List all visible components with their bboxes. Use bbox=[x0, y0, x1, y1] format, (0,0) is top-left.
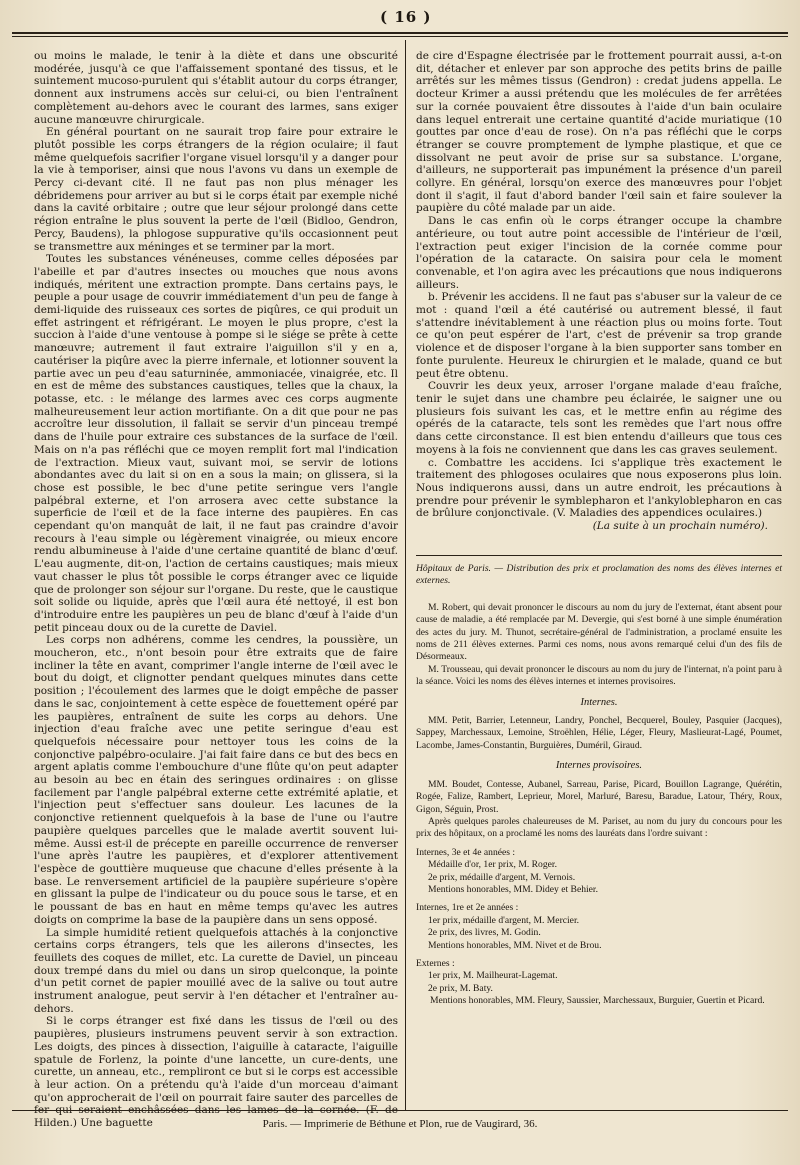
section-rule bbox=[416, 555, 782, 556]
hospitals-heading: Hôpitaux de Paris. — Distribution des prix et proclamation des noms des élèves internes et externes. bbox=[416, 563, 782, 587]
hospitals-paragraph: Après quelques paroles chaleureuses de M. Pariset, au nom du jury du concours pour les prix des hôpitaux, on a proclamé les noms des lauréats dans l'ordre suivant : bbox=[416, 815, 782, 840]
left-paragraph: Toutes les substances vénéneuses, comme celles déposées par l'abeille et par d'autres insectes ou mouches que nous avons indiqués, méritent une extraction prompte. Dans certains pays, le peuple a pour usage de couvrir immédiatement d'un peu de fange à demi-liquide des ruisseaux ces sortes de piqûres, ce qui produit un effet astringent et réfrigérant. Le moyen le plus propre, c'est la succion à l'aide d'une ventouse à pompe si le siége se prête à cette manœuvre; autrement il faut extraire l'aiguillon s'il y en a, cautériser la piqûre avec la pierre infernale, et lotionner souvent la partie avec un peu d'eau saturninée, ammoniacée, vinaigrée, etc. Il en est de même des substances caustiques, telles que la chaux, la potasse, etc. : le mélange des larmes avec ces corps augmente malheureusement leur action mortifiante. On a dit que pour ne pas accroître leur dissolution, il fallait se servir d'un pinceau trempé dans de l'huile pour extraire ces substances de la surface de l'œil. Mais on n'a pas réfléchi que ce moyen remplit fort mal l'indication de l'extraction. Mieux vaut, suivant moi, se servir de lotions abondantes avec du lait si on en a sous la main; on glissera, si la chose est possible, le bec d'une petite seringue vers l'angle palpébral externe, et l'on arrosera avec cette substance la superficie de l'œil et de la face interne des paupières. En cas cependant qu'on manquât de lait, il ne faut pas craindre d'avoir recours à l'eau simple ou légèrement vinaigrée, ou mieux encore rendu albumineuse à l'aide d'une certaine quantité de blanc d'œuf. L'eau augmente, dit-on, l'action de certains caustiques; mais mieux vaut chasser le plus tôt possible le corps étranger avec ce liquide que de prolonger son séjour sur l'organe. Du reste, que le caustique soit solide ou liquide, après que l'œil aura été nettoyé, il est bon d'introduire entre les paupières un peu de blanc d'œuf à l'aide d'un petit pinceau doux ou de la curette de Daviel. bbox=[34, 253, 398, 634]
prize-group-title: Internes, 3e et 4e années : bbox=[416, 846, 516, 858]
header-rule bbox=[12, 32, 788, 34]
prize-line: 2e prix, des livres, M. Godin. bbox=[428, 927, 541, 939]
footer-rule bbox=[12, 1110, 788, 1111]
hospitals-section bbox=[416, 563, 782, 1008]
right-column bbox=[416, 50, 782, 533]
continuation-note: (La suite à un prochain numéro). bbox=[592, 520, 768, 533]
prize-line: 1er prix, M. Mailheurat-Lagemat. bbox=[428, 970, 558, 982]
left-paragraph: ou moins le malade, le tenir à la diète et dans une obscurité modérée, jusqu'à ce que l'affaissement spontané des tissus, et le suintement mucoso-purulent qui s'établit autour du corps étranger, donnent aux instrumens accès sur celui-ci, ou bien l'entraînent complètement au-dehors avec le courant des larmes, sans exiger aucune manœuvre chirurgicale. bbox=[34, 50, 398, 126]
internes-title: Internes. bbox=[580, 696, 618, 708]
right-paragraph: b. Prévenir les accidens. Il ne faut pas s'abuser sur la valeur de ce mot : quand l'œil a été cautérisé ou autrement blessé, il faut s'attendre inévitablement à une réaction plus ou moins forte. Tout ce qu'on peut espérer de l'art, c'est de prévenir sa trop grande violence et de disposer l'organe à la bien supporter sans tomber en fonte purulente. Heureux le chirurgien et le malade, quand ce but peut être obtenu. bbox=[416, 291, 782, 380]
prize-line: 1er prix, médaille d'argent, M. Mercier. bbox=[428, 914, 580, 926]
left-paragraph: Les corps non adhérens, comme les cendres, la poussière, un moucheron, etc., n'ont besoin pour être extraits que de faire incliner la tête en avant, comprimer l'angle interne de l'œil avec le bout du doigt, et clignotter pendant quelques minutes dans cette position ; l'écoulement des larmes que le doigt empêche de passer dans le sac, conjointement à cette espèce de fouettement opéré par les paupières, entraînent de suite les corps au dehors. Une injection d'eau fraîche avec une petite seringue d'eau est quelquefois nécessaire pour nettoyer tous les coins de la conjonctive palpébro-oculaire. J'ai fait faire dans ce but des becs en argent aplatis comme l'embouchure d'une flûte qu'on peut adapter au besoin au bec en étain des seringues ordinaires : on glisse facilement par l'angle palpébral externe cette extrémité aplatie, et l'injection peut s'effectuer sans douleur. Les lacunes de la conjonctive retiennent quelquefois à la base de l'une ou l'autre paupière quelques parcelles que le malade avertit souvent lui-même. Aussi est-il de précepte en pareille occurrence de renverser l'une après l'autre les paupières, et d'explorer attentivement l'espèce de gouttière muqueuse que chacune d'elles présente à la base. Le renversement artificiel de la paupière supérieure s'opère en glissant la pulpe de l'indicateur ou du pouce sous le tarse, et en le poussant de bas en haut en même temps qu'avec les autres doigts on comprime la base de la paupière dans un sens opposé. bbox=[34, 634, 398, 926]
right-paragraph: Couvrir les deux yeux, arroser l'organe malade d'eau fraîche, tenir le sujet dans une chambre peu éclairée, le saigner une ou plusieurs fois suivant les cas, et le mettre enfin au régime des opérés de la cataracte, tels sont les remèdes que l'art nous offre dans cette circonstance. Il est bien entendu d'ailleurs que tous ces moyens à la fois ne conviennent que dans les cas graves seulement. bbox=[416, 380, 782, 456]
prize-line: 2e prix, M. Baty. bbox=[428, 982, 493, 994]
right-paragraph: Dans le cas enfin où le corps étranger occupe la chambre antérieure, ou tout autre point accessible de l'intérieur de l'œil, l'extraction peut exiger l'incision de la cornée comme pour l'opération de la cataracte. On saisira pour cela le moment convenable, et l'on agira avec les précautions que nous indiquerons ailleurs. bbox=[416, 215, 782, 291]
column-divider bbox=[405, 40, 406, 1110]
left-column bbox=[34, 50, 398, 1130]
header-rule-thin bbox=[12, 36, 788, 37]
left-paragraph: Si le corps étranger est fixé dans les tissus de l'œil ou des paupières, plusieurs instrumens peuvent servir à son extraction. Les doigts, des pinces à dissection, l'aiguille à cataracte, l'aiguille spatule de Forlenz, la pointe d'une lancette, un cure-dents, une curette, un anneau, etc., rempliront ce but si le corps est accessible à leur action. On a prétendu qu'à l'aide d'un morceau d'aimant qu'on approcherait de l'œil on pourrait faire sauter des parcelles de fer qui seraient enchâssées dans les lames de la cornée. (F. de Hilden.) Une baguette bbox=[34, 1015, 398, 1130]
internes-list: MM. Petit, Barrier, Letenneur, Landry, Ponchel, Becquerel, Bouley, Pasquier (Jacques), Sappey, Marchessaux, Lemoine, Stroëhlen, Hélie, Léger, Fleury, Maslieurat-Lagé, Poumet, Lacombe, James-Constantin, Burguières, Duméril, Giraud. bbox=[416, 715, 782, 751]
page-number: ( 16 ) bbox=[380, 8, 432, 26]
left-paragraph: En général pourtant on ne saurait trop faire pour extraire le plutôt possible les corps étrangers de la région oculaire; il faut même quelquefois sacrifier l'organe visuel lorsqu'il y a danger pour la vie à temporiser, ainsi que nous l'avons vu dans un exemple de Percy ci-devant cité. Il ne faut pas non plus ménager les débridemens pour arriver au but si le corps était par exemple niché dans la cavité orbitaire ; outre que leur séjour prolongé dans cette région entraîne le plus souvent la perte de l'œil (Bidloo, Gendron, Percy, Baudens), la phlogose suppurative qu'ils occasionnent peut se transmettre aux méninges et se terminer par la mort. bbox=[34, 126, 398, 253]
prize-line: Mentions honorables, MM. Didey et Behier. bbox=[428, 883, 598, 895]
prize-line: Mentions honorables, MM. Nivet et de Brou. bbox=[428, 939, 602, 951]
prize-line: Mentions honorables, MM. Fleury, Saussier, Marchessaux, Burguier, Guertin et Picard. bbox=[430, 995, 765, 1007]
hospitals-paragraph: M. Robert, qui devait prononcer le discours au nom du jury de l'externat, étant absent pour cause de maladie, a été remplacée par M. Devergie, qui s'est borné à une simple énumération des actes du jury. M. Thunot, secrétaire-général de l'administration, a proclamé ensuite les noms de 211 élèves externes. Parmi ces noms, nous avons remarqué celui d'un des fils de Désormeaux. bbox=[416, 601, 782, 663]
right-paragraph: c. Combattre les accidens. Ici s'applique très exactement le traitement des phlogoses oculaires que nous exposerons plus loin. Nous indiquerons aussi, dans un autre endroit, les précautions à prendre pour prévenir le symblepharon et l'ankyloblepharon en cas de brûlure conjonctivale. (V. Maladies des appendices oculaires.) bbox=[416, 456, 782, 520]
hospitals-paragraph: M. Trousseau, qui devait prononcer le discours au nom du jury de l'internat, n'a point paru à la séance. Voici les noms des élèves internes et internes provisoires. bbox=[416, 663, 782, 688]
right-paragraph: de cire d'Espagne électrisée par le frottement pourrait aussi, a-t-on dit, détacher et enlever par son approche des petits brins de paille arrêtés sur les mêmes tissus (Gendron) : credat judens appella. Le docteur Krimer a aussi prétendu que les molécules de fer arrêtées sur la cornée pouvaient être dissoutes à l'aide d'un bain oculaire dans lequel entrerait une certaine quantité d'acide muriatique (10 gouttes par once d'eau de rose). On n'a pas réfléchi que le corps étranger se couvre promptement de lymphe plastique, et que ce dissolvant ne peut avoir de prise sur sa substance. L'organe, d'ailleurs, ne supporterait pas impunément la présence d'un pareil collyre. En général, lorsqu'on exerce des manœuvres pour l'objet dont il s'agit, il faut d'abord bander l'œil sain et faire soulever la paupière du côté malade par un aide. bbox=[416, 50, 782, 215]
prize-line: 2e prix, médaille d'argent, M. Vernois. bbox=[428, 871, 576, 883]
provisoires-list: MM. Boudet, Contesse, Aubanel, Sarreau, Parise, Picard, Bouillon Lagrange, Quérétin, Rogée, Falize, Rambert, Leprieur, Morel, Marluré, Baresu, Baradue, Latour, Théry, Roux, Gigon, Séguin, Prost. bbox=[416, 778, 782, 815]
provisoires-title: Internes provisoires. bbox=[555, 760, 643, 772]
prize-group-title: Externes : bbox=[416, 957, 455, 969]
prize-group-title: Internes, 1re et 2e années : bbox=[416, 902, 519, 914]
imprint-footer: Paris. — Imprimerie de Béthune et Plon, rue de Vaugirard, 36. bbox=[262, 1118, 538, 1130]
left-paragraph: La simple humidité retient quelquefois attachés à la conjonctive certains corps étrangers, tels que les ailerons d'insectes, les feuillets des coques de millet, etc. La curette de Daviel, un pinceau doux trempé dans du miel ou dans un sirop quelconque, la pointe d'un petit cornet de papier mouillé avec de la salive ou tout autre instrument analogue, peut servir à l'en détacher et l'entraîner au-dehors. bbox=[34, 926, 398, 1015]
prize-line: Médaille d'or, 1er prix, M. Roger. bbox=[428, 859, 557, 871]
